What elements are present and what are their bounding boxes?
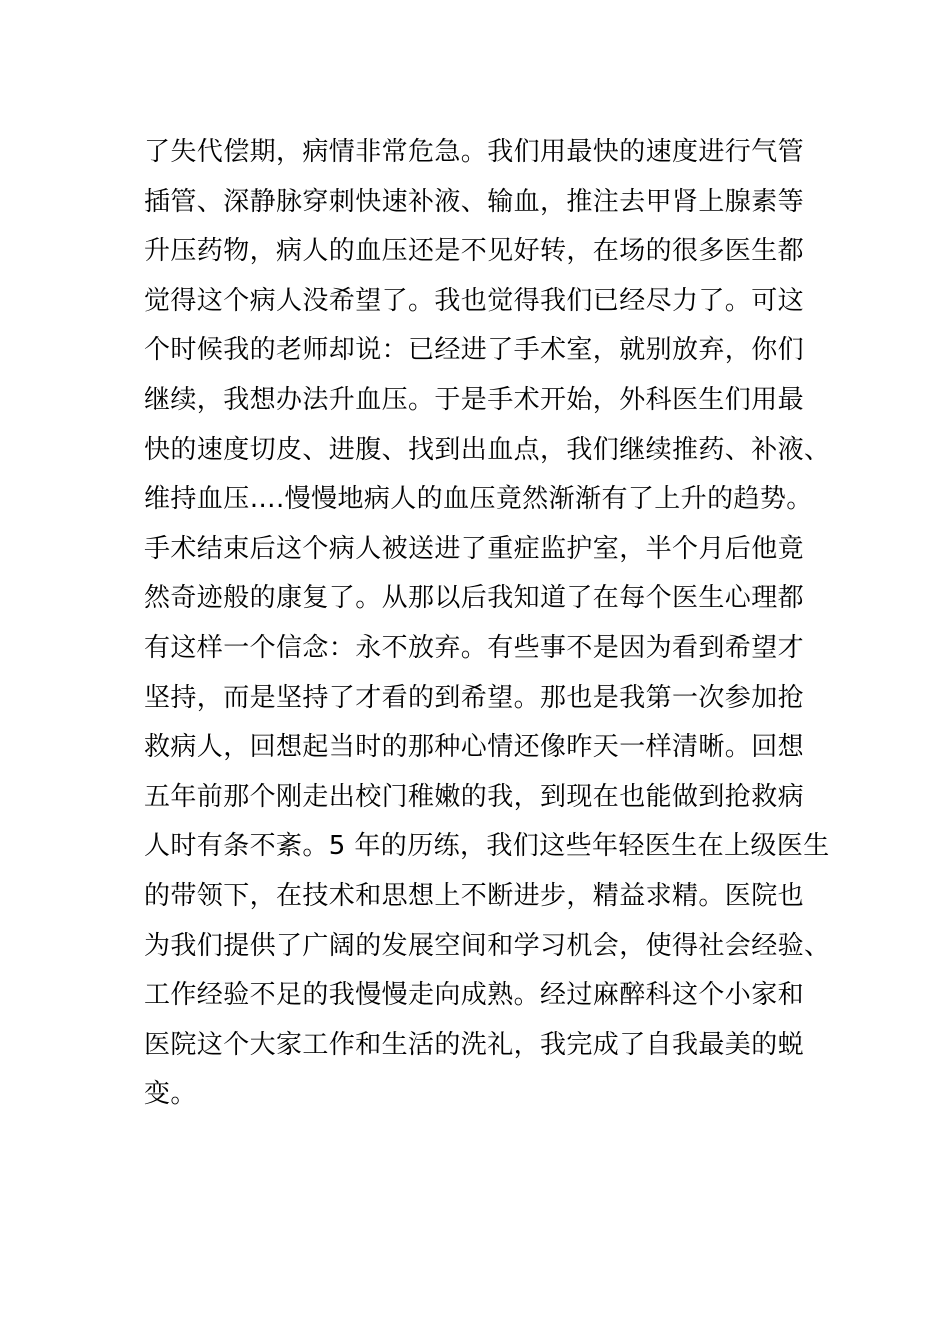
- text-line: 坚持，而是坚持了才看的到希望。那也是我第一次参加抢: [144, 682, 805, 713]
- text-line: 维持血压….慢慢地病人的血压竟然渐渐有了上升的趋势。: [144, 484, 813, 515]
- text-line: 快的速度切皮、进腹、找到出血点，我们继续推药、补液、: [144, 434, 831, 465]
- text-line: 觉得这个病人没希望了。我也觉得我们已经尽力了。可这: [144, 285, 805, 316]
- text-line: 救病人，回想起当时的那种心情还像昨天一样清晰。回想: [144, 732, 805, 763]
- text-line: 升压药物，病人的血压还是不见好转，在场的很多医生都: [144, 236, 805, 267]
- text-line: 变。: [144, 1079, 197, 1110]
- text-line: 继续，我想办法升血压。于是手术开始，外科医生们用最: [144, 384, 805, 415]
- text-line: 人时有条不紊。5 年的历练，我们这些年轻医生在上级医生: [144, 831, 830, 862]
- text-line: 然奇迹般的康复了。从那以后我知道了在每个医生心理都: [144, 583, 805, 614]
- text-line: 个时候我的老师却说：已经进了手术室，就别放弃，你们: [144, 335, 805, 366]
- text-line: 为我们提供了广阔的发展空间和学习机会，使得社会经验、: [144, 930, 831, 961]
- text-line: 的带领下，在技术和思想上不断进步，精益求精。医院也: [144, 880, 805, 911]
- text-line: 了失代偿期，病情非常危急。我们用最快的速度进行气管: [144, 137, 805, 167]
- text-line: 医院这个大家工作和生活的洗礼，我完成了自我最美的蜕: [144, 1029, 805, 1060]
- body-text: [144, 128, 831, 1120]
- text-line: 手术结束后这个病人被送进了重症监护室，半个月后他竟: [144, 533, 805, 564]
- text-line: 工作经验不足的我慢慢走向成熟。经过麻醉科这个小家和: [144, 980, 805, 1011]
- text-line: 五年前那个刚走出校门稚嫩的我，到现在也能做到抢救病: [144, 781, 805, 812]
- text-line: 插管、深静脉穿刺快速补液、输血，推注去甲肾上腺素等: [144, 186, 805, 217]
- text-line: 有这样一个信念：永不放弃。有些事不是因为看到希望才: [144, 632, 805, 663]
